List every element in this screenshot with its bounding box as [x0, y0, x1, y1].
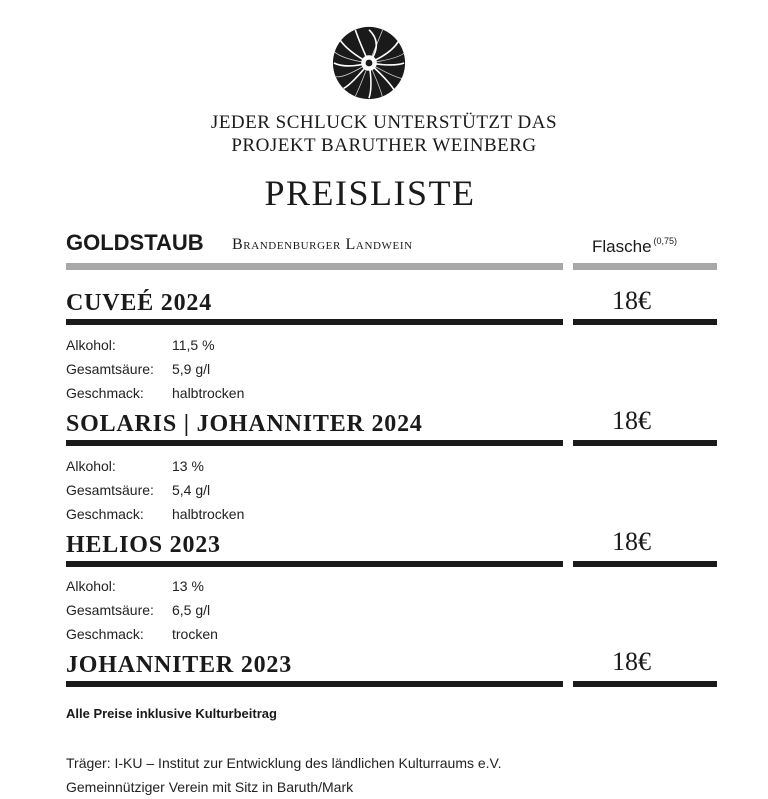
wine-divider-left: [66, 440, 563, 446]
spec-value-alcohol: 11,5 %: [172, 337, 215, 353]
wine-price: 18€: [612, 286, 651, 315]
spec-label-taste: Geschmack:: [66, 506, 144, 522]
wine-price: 18€: [612, 406, 651, 435]
wine-name: JOHANNITER 2023: [66, 652, 293, 678]
spec-label-taste: Geschmack:: [66, 626, 144, 642]
spec-value-acidity: 6,5 g/l: [172, 602, 211, 618]
wine-divider-right: [573, 681, 717, 687]
spec-value-acidity: 5,9 g/l: [172, 361, 211, 377]
price-column-header: [592, 236, 677, 257]
wine-divider-right: [573, 440, 717, 446]
spec-label-acidity: Gesamtsäure:: [66, 482, 154, 498]
spec-label-alcohol: Alkohol:: [66, 337, 116, 353]
spec-label-acidity: Gesamtsäure:: [66, 361, 154, 377]
spec-label-acidity: Gesamtsäure:: [66, 602, 154, 618]
spec-value-taste: halbtrocken: [172, 385, 245, 401]
ammonite-logo-icon: [330, 24, 408, 102]
wine-name: HELIOS 2023: [66, 532, 221, 558]
page-title: PREISLISTE: [264, 173, 476, 213]
wine-divider-left: [66, 561, 563, 567]
spec-label-alcohol: Alkohol:: [66, 458, 116, 474]
footer-line-2: Gemeinnütziger Verein mit Sitz in Baruth/Mark: [66, 779, 354, 795]
spec-value-taste: halbtrocken: [172, 506, 245, 522]
spec-value-taste: trocken: [172, 626, 218, 642]
header-divider-right: [573, 263, 717, 270]
wine-divider-left: [66, 681, 563, 687]
brand-name: GOLDSTAUB: [66, 230, 204, 255]
spec-value-alcohol: 13 %: [172, 458, 204, 474]
wine-price: 18€: [612, 647, 651, 676]
spec-label-taste: Geschmack:: [66, 385, 144, 401]
tagline-line-2: PROJEKT BARUTHER WEINBERG: [231, 135, 537, 156]
price-note: Alle Preise inklusive Kulturbeitrag: [66, 706, 277, 721]
footer-line-1: Träger: I-KU – Institut zur Entwicklung des ländlichen Kulturraums e.V.: [66, 755, 502, 771]
wine-divider-left: [66, 319, 563, 325]
wine-name: SOLARIS | JOHANNITER 2024: [66, 411, 423, 437]
wine-divider-right: [573, 561, 717, 567]
wine-name: CUVEÉ 2024: [66, 290, 213, 316]
column-label: Flasche: [592, 237, 652, 256]
spec-value-acidity: 5,4 g/l: [172, 482, 211, 498]
spec-label-alcohol: Alkohol:: [66, 578, 116, 594]
wine-price: 18€: [612, 527, 651, 556]
spec-value-alcohol: 13 %: [172, 578, 204, 594]
header-divider-left: [66, 263, 563, 270]
wine-divider-right: [573, 319, 717, 325]
brand-subtitle: Brandenburger Landwein: [232, 236, 413, 253]
column-volume: (0,75): [653, 236, 678, 246]
tagline-line-1: JEDER SCHLUCK UNTERSTÜTZT DAS: [210, 112, 558, 133]
